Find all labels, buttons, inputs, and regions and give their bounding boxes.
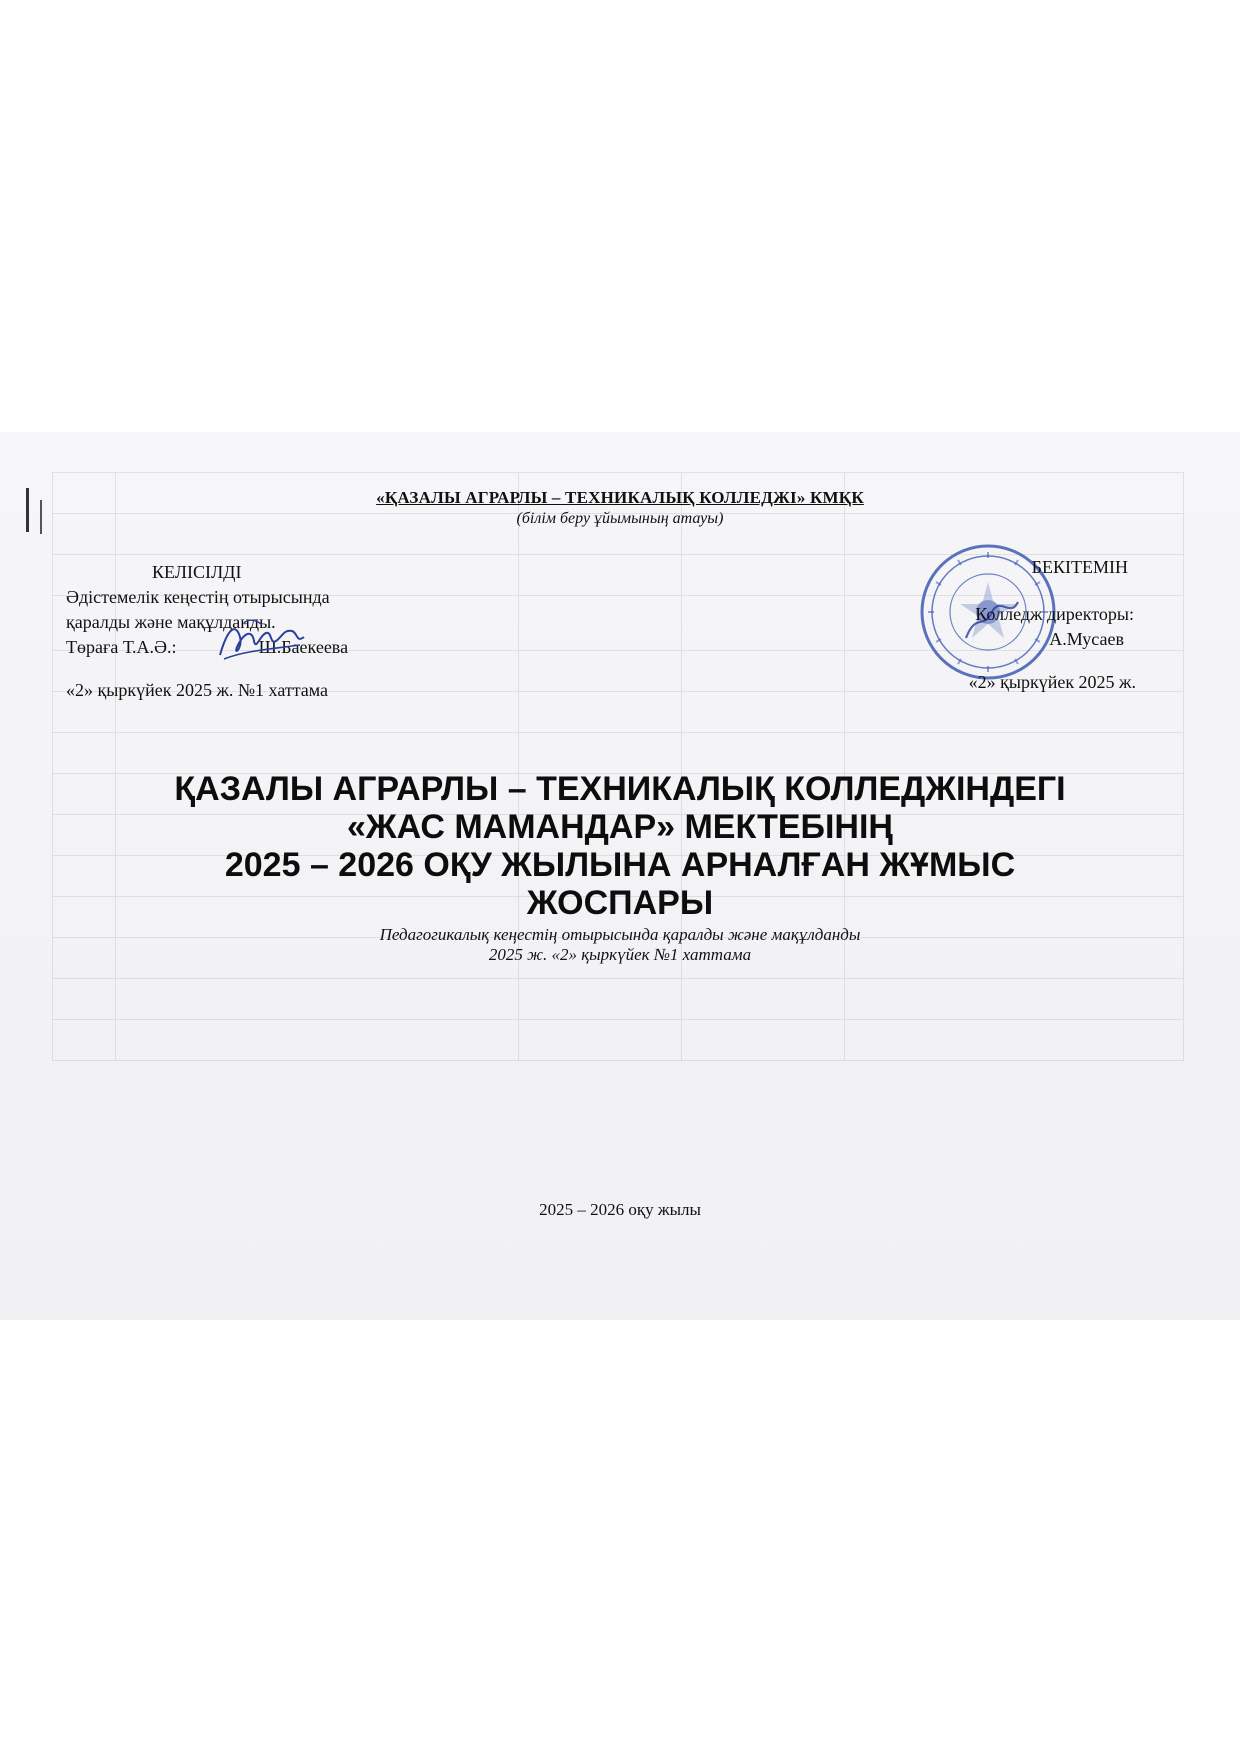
agreed-line-2: қаралды және мақұлданды. [66,612,276,632]
title-line-2: «ЖАС МАМАНДАР» МЕКТЕБІНІҢ [347,808,893,846]
agreed-chair-label: Төраға Т.А.Ә.: [66,637,177,657]
agreed-chair-name: Ш.Баекеева [258,637,349,657]
document-title [0,770,1240,922]
title-line-3: 2025 – 2026 ОҚУ ЖЫЛЫНА АРНАЛҒАН ЖҰМЫС [224,846,1016,884]
organization-title: «ҚАЗАЛЫ АГРАРЛЫ – ТЕХНИКАЛЫҚ КОЛЛЕДЖІ» КМҚК [376,488,864,507]
agreed-heading: КЕЛІСІЛДІ [152,562,242,582]
title-line-4: ЖОСПАРЫ [526,884,714,922]
approved-date: «2» қыркүйек 2025 ж. [968,672,1136,692]
approved-heading: БЕКІТЕМІН [1031,557,1128,577]
organization-subtitle: (білім беру ұйымының атауы) [516,510,724,527]
agreed-line-1: Әдістемелік кеңестің отырысында [66,587,330,607]
approval-line-2: 2025 ж. «2» қыркүйек №1 хаттама [488,945,752,964]
approved-director-name: А.Мусаев [1049,629,1124,649]
signature-image [214,615,310,667]
approved-block [900,555,1140,695]
title-line-1: ҚАЗАЛЫ АГРАРЛЫ – ТЕХНИКАЛЫҚ КОЛЛЕДЖІНДЕГІ [174,770,1066,808]
pedagogical-council-approval [0,925,1240,965]
approval-line-1: Педагогикалық кеңестің отырысында қаралды және мақұлданды [379,925,861,944]
academic-year: 2025 – 2026 оқу жылы [539,1200,701,1219]
agreed-date: «2» қыркүйек 2025 ж. №1 хаттама [66,680,329,700]
approved-position: Колледж директоры: [975,604,1134,624]
